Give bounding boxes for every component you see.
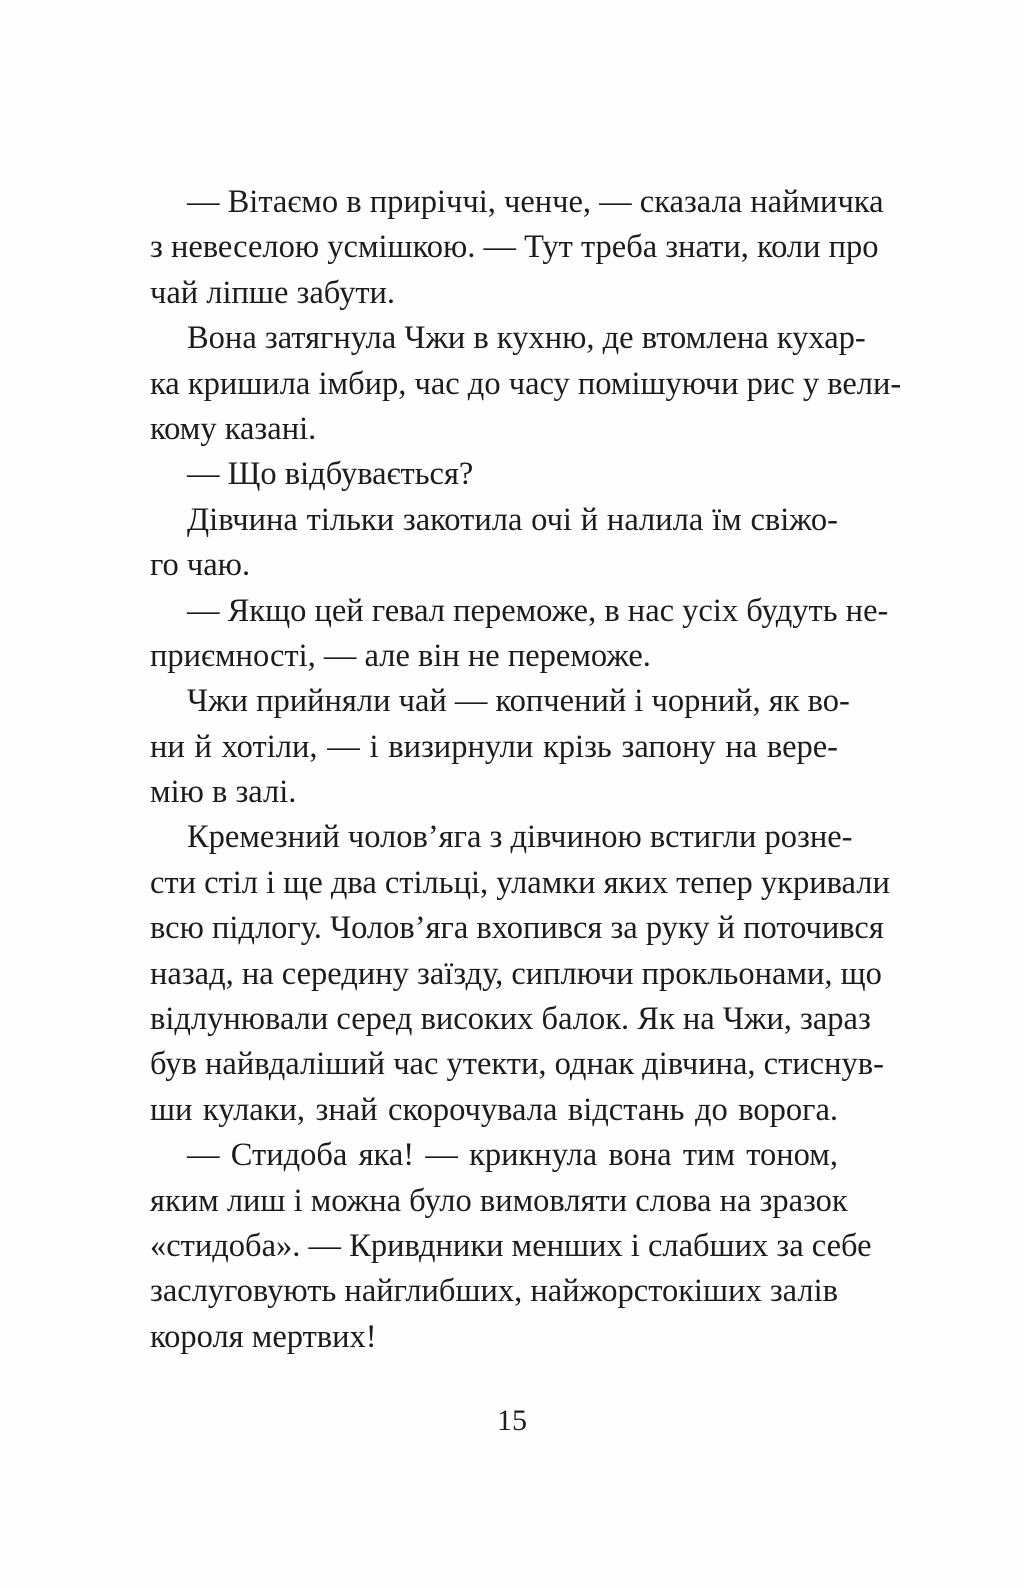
text-line: Вона затягнула Чжи в кухню, де втомлена кухар-: [187, 320, 866, 357]
text-line: Дівчина тільки закотила очі й налила їм свіжо-: [187, 501, 838, 538]
text-line: відлунювали серед високих балок. Як на Чжи, зараз: [150, 1001, 871, 1038]
text-line: ка кришила імбир, час до часу помішуючи рис у вели-: [150, 365, 902, 402]
text-line: назад, на середину заїзду, сиплючи прокльонами, що: [150, 955, 882, 992]
text-line: Чжи прийняли чай — копчений і чорний, як во-: [187, 683, 850, 720]
text-line: — Що відбувається?: [187, 456, 474, 493]
text-line: мію в залі.: [150, 774, 297, 811]
text-line: — Вітаємо в приріччі, ченче, — сказала наймичка: [187, 184, 884, 220]
text-line: чай ліпше забути.: [150, 274, 396, 311]
text-line: Кремезний чолов’яга з дівчиною встигли розне-: [187, 819, 853, 856]
text-line: — Стидоба яка! — крикнула вона тим тоном,: [187, 1137, 838, 1174]
text-line: приємності, — але він не переможе.: [150, 637, 651, 674]
body-text: [150, 180, 902, 1360]
text-line: сти стіл і ще два стільці, уламки яких тепер укривали: [150, 864, 890, 901]
text-line: — Якщо цей гевал переможе, в нас усіх будуть не-: [187, 592, 889, 629]
text-line: кому казані.: [150, 410, 317, 447]
text-line: «стидоба». — Кривдники менших і слабших за себе: [150, 1227, 872, 1264]
text-line: з невеселою усмішкою. — Тут треба знати, коли про: [150, 229, 879, 266]
page-number: 15: [497, 1404, 527, 1437]
text-line: ши кулаки, знай скорочувала відстань до ворога.: [150, 1091, 838, 1128]
text-line: ни й хотіли, — і визирнули крізь запону на вере-: [150, 728, 838, 765]
text-line: заслуговують найглибших, найжорстокіших залів: [150, 1273, 838, 1310]
text-line: го чаю.: [150, 547, 251, 584]
text-line: всю підлогу. Чолов’яга вхопився за руку й поточився: [150, 910, 884, 947]
text-line: яким лиш і можна було вимовляти слова на зразок: [150, 1182, 848, 1219]
text-line: короля мертвих!: [150, 1318, 377, 1355]
text-line: був найвдаліший час утекти, однак дівчина, стиснув-: [150, 1046, 884, 1083]
